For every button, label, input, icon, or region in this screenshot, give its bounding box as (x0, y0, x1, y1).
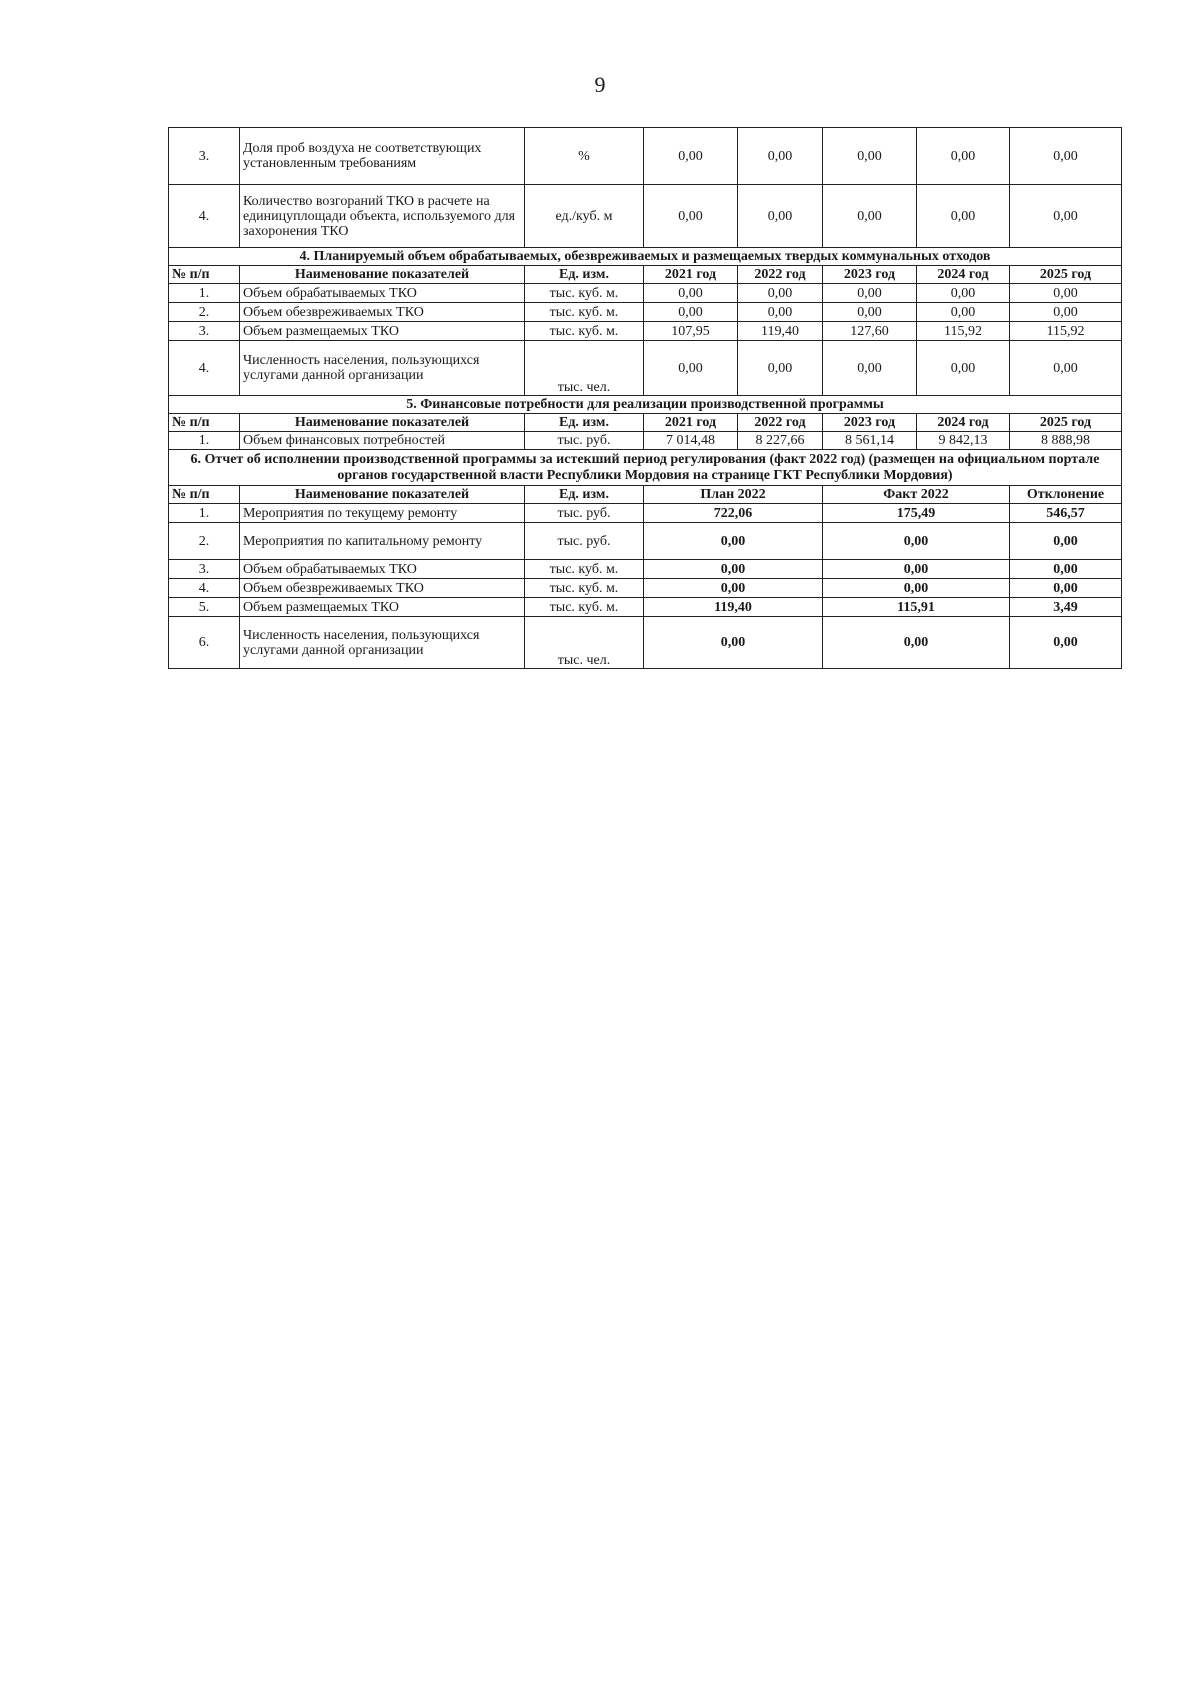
deviation-value: 546,57 (1010, 504, 1122, 523)
table-row (169, 128, 1122, 185)
value-2024: 0,00 (917, 303, 1010, 322)
table-row (169, 504, 1122, 523)
section-title-row (169, 396, 1122, 414)
value-2021: 0,00 (644, 303, 738, 322)
header-unit: Ед. изм. (525, 414, 644, 432)
value-2023: 0,00 (823, 341, 917, 396)
table-row (169, 432, 1122, 450)
value-2021: 0,00 (644, 284, 738, 303)
page-number: 9 (594, 72, 606, 97)
indicator-name: Объем обезвреживаемых ТКО (240, 303, 525, 322)
table-row (169, 303, 1122, 322)
table-row (169, 523, 1122, 560)
value-2023: 0,00 (823, 284, 917, 303)
row-number: 4. (169, 185, 240, 248)
unit: тыс. куб. м. (525, 579, 644, 598)
header-year-2025: 2025 год (1010, 266, 1122, 284)
header-row (169, 414, 1122, 432)
value-2023: 0,00 (823, 128, 917, 185)
unit: тыс. куб. м. (525, 284, 644, 303)
value-2022: 8 227,66 (738, 432, 823, 450)
value-2025: 0,00 (1010, 128, 1122, 185)
value-2022: 0,00 (738, 185, 823, 248)
unit: тыс. чел. (525, 341, 644, 396)
value-2024: 0,00 (917, 284, 1010, 303)
indicator-name: Доля проб воздуха не соответствующих установленным требованиям (240, 128, 525, 185)
value-2025: 0,00 (1010, 341, 1122, 396)
plan-value: 119,40 (644, 598, 823, 617)
row-number: 2. (169, 523, 240, 560)
row-number: 2. (169, 303, 240, 322)
row-number: 6. (169, 617, 240, 669)
header-unit: Ед. изм. (525, 486, 644, 504)
plan-value: 0,00 (644, 523, 823, 560)
fact-value: 0,00 (823, 523, 1010, 560)
table-row (169, 284, 1122, 303)
plan-value: 722,06 (644, 504, 823, 523)
indicator-name: Объем обрабатываемых ТКО (240, 560, 525, 579)
header-plan: План 2022 (644, 486, 823, 504)
table-row (169, 579, 1122, 598)
value-2021: 107,95 (644, 322, 738, 341)
deviation-value: 0,00 (1010, 579, 1122, 598)
unit: тыс. чел. (525, 617, 644, 669)
header-year-2023: 2023 год (823, 414, 917, 432)
section-title-row (169, 248, 1122, 266)
value-2024: 0,00 (917, 341, 1010, 396)
indicator-name: Объем размещаемых ТКО (240, 322, 525, 341)
unit: тыс. куб. м. (525, 598, 644, 617)
row-number: 5. (169, 598, 240, 617)
header-year-2021: 2021 год (644, 414, 738, 432)
unit: ед./куб. м (525, 185, 644, 248)
header-year-2021: 2021 год (644, 266, 738, 284)
indicator-name: Объем размещаемых ТКО (240, 598, 525, 617)
header-year-2022: 2022 год (738, 414, 823, 432)
header-row (169, 486, 1122, 504)
value-2023: 0,00 (823, 185, 917, 248)
fact-value: 115,91 (823, 598, 1010, 617)
value-2024: 9 842,13 (917, 432, 1010, 450)
section-4-title: 4. Планируемый объем обрабатываемых, обезвреживаемых и размещаемых твердых коммунальных отходов (169, 248, 1122, 266)
deviation-value: 0,00 (1010, 523, 1122, 560)
fact-value: 0,00 (823, 617, 1010, 669)
fact-value: 0,00 (823, 579, 1010, 598)
row-number: 1. (169, 284, 240, 303)
value-2023: 127,60 (823, 322, 917, 341)
row-number: 4. (169, 579, 240, 598)
indicator-name: Объем обезвреживаемых ТКО (240, 579, 525, 598)
header-row (169, 266, 1122, 284)
value-2021: 0,00 (644, 185, 738, 248)
plan-value: 0,00 (644, 560, 823, 579)
unit: тыс. руб. (525, 504, 644, 523)
value-2023: 0,00 (823, 303, 917, 322)
fact-value: 0,00 (823, 560, 1010, 579)
unit: тыс. руб. (525, 432, 644, 450)
unit: % (525, 128, 644, 185)
unit: тыс. куб. м. (525, 560, 644, 579)
header-fact: Факт 2022 (823, 486, 1010, 504)
value-2023: 8 561,14 (823, 432, 917, 450)
value-2025: 0,00 (1010, 284, 1122, 303)
header-unit: Ед. изм. (525, 266, 644, 284)
header-deviation: Отклонение (1010, 486, 1122, 504)
indicator-name: Количество возгораний ТКО в расчете на единицуплощади объекта, используемого для захоронения ТКО (240, 185, 525, 248)
table-row (169, 560, 1122, 579)
value-2021: 7 014,48 (644, 432, 738, 450)
value-2024: 115,92 (917, 322, 1010, 341)
row-number: 1. (169, 504, 240, 523)
value-2022: 119,40 (738, 322, 823, 341)
row-number: 3. (169, 128, 240, 185)
table-row (169, 341, 1122, 396)
header-year-2022: 2022 год (738, 266, 823, 284)
unit: тыс. куб. м. (525, 322, 644, 341)
value-2022: 0,00 (738, 303, 823, 322)
header-year-2024: 2024 год (917, 414, 1010, 432)
section-title-row (169, 450, 1122, 486)
header-num: № п/п (169, 486, 240, 504)
indicator-name: Мероприятия по текущему ремонту (240, 504, 525, 523)
value-2021: 0,00 (644, 341, 738, 396)
deviation-value: 3,49 (1010, 598, 1122, 617)
header-year-2025: 2025 год (1010, 414, 1122, 432)
row-number: 3. (169, 322, 240, 341)
production-program-table (168, 127, 1122, 669)
value-2025: 8 888,98 (1010, 432, 1122, 450)
header-num: № п/п (169, 266, 240, 284)
plan-value: 0,00 (644, 579, 823, 598)
deviation-value: 0,00 (1010, 560, 1122, 579)
row-number: 3. (169, 560, 240, 579)
value-2025: 0,00 (1010, 303, 1122, 322)
indicator-name: Объем обрабатываемых ТКО (240, 284, 525, 303)
row-number: 4. (169, 341, 240, 396)
table-row (169, 322, 1122, 341)
unit: тыс. руб. (525, 523, 644, 560)
plan-value: 0,00 (644, 617, 823, 669)
table-row (169, 598, 1122, 617)
indicator-name: Объем финансовых потребностей (240, 432, 525, 450)
value-2024: 0,00 (917, 128, 1010, 185)
value-2024: 0,00 (917, 185, 1010, 248)
indicator-name: Численность населения, пользующихся услугами данной организации (240, 341, 525, 396)
header-name: Наименование показателей (240, 414, 525, 432)
header-name: Наименование показателей (240, 266, 525, 284)
table-row (169, 617, 1122, 669)
unit: тыс. куб. м. (525, 303, 644, 322)
value-2025: 115,92 (1010, 322, 1122, 341)
indicator-name: Мероприятия по капитальному ремонту (240, 523, 525, 560)
fact-value: 175,49 (823, 504, 1010, 523)
section-5-title: 5. Финансовые потребности для реализации производственной программы (169, 396, 1122, 414)
row-number: 1. (169, 432, 240, 450)
value-2022: 0,00 (738, 128, 823, 185)
table-row (169, 185, 1122, 248)
header-name: Наименование показателей (240, 486, 525, 504)
header-year-2024: 2024 год (917, 266, 1010, 284)
value-2022: 0,00 (738, 341, 823, 396)
header-num: № п/п (169, 414, 240, 432)
value-2025: 0,00 (1010, 185, 1122, 248)
deviation-value: 0,00 (1010, 617, 1122, 669)
indicator-name: Численность населения, пользующихся услугами данной организации (240, 617, 525, 669)
section-6-title: 6. Отчет об исполнении производственной программы за истекший период регулирования (факт 2022 год) (размещен на официальном портале органов государственной власти Республики Мордовия на странице ГКТ Республики Мордовия) (169, 450, 1122, 486)
value-2022: 0,00 (738, 284, 823, 303)
value-2021: 0,00 (644, 128, 738, 185)
header-year-2023: 2023 год (823, 266, 917, 284)
